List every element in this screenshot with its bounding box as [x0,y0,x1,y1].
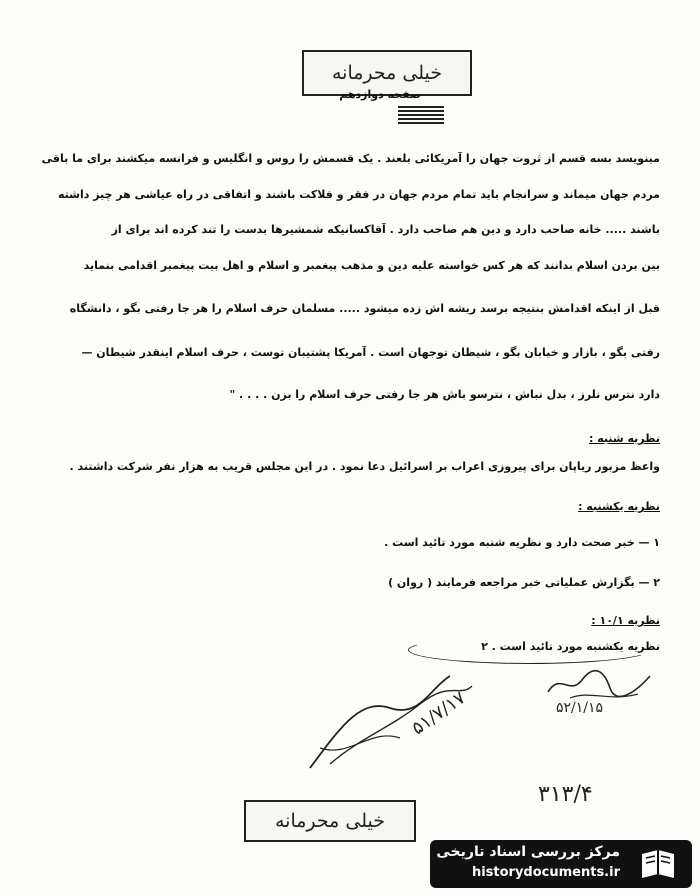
sunday-opinion-item-2: ۲ — بگزارش عملیاتی خبر مراجعه فرمایند ( روان ) [388,576,660,589]
saturday-opinion-text: واعظ مزبور ریاپان برای پیروزی اعراب بر اسرائیل دعا نمود . در این مجلس قریب به هزار نفر شرکت داشتند . [69,460,660,473]
saturday-opinion-heading: نظریه شنبه : [588,432,660,445]
body-line-5: قبل از اینکه اقدامش بنتیجه برسد ریشه اش زده میشود ..... مسلمان حرف اسلام را هر جا رفتی بگو ، دانشگاه [69,302,660,315]
handwritten-date-left: ۵۱/۷/۱۷ [408,687,470,740]
sunday-opinion-item-1: ۱ — خبر صحت دارد و نظریه شنبه مورد تائید است . [384,536,660,549]
final-opinion-text: نظریه یکشنبه مورد تائید است . ۲ [481,640,660,653]
body-line-6: رفتی بگو ، بازار و خیابان بگو ، شیطان توجهان است . آمریکا پشتیبان توست ، حرف اسلام اینقدر شیطان — [81,346,660,359]
sunday-opinion-heading: نظریه یکشنبه : [578,500,660,513]
signature-left [300,668,480,778]
body-line-4: بین بردن اسلام بدانند که هر کس خواسته علیه دین و مذهب پیغمبر و اسلام و اهل بیت پیغمبر اقدامی بنماید [83,259,660,272]
signature-right [540,662,660,702]
confidential-stamp-top: خیلی محرمانه [302,50,472,96]
body-line-3: باشند ..... خانه صاحب دارد و دین هم صاحب دارد . آقاکسانیکه شمشیرها بدست را تند کرده اند برای از [111,223,660,236]
handwritten-date-right: ۵۲/۱/۱۵ [556,700,604,716]
book-logo-icon [638,846,678,882]
body-line-2: مردم جهان میماند و سرانجام باید تمام مردم جهان در فقر و فلاکت باشند و اتفاقی در راه عیاشی هر چیز داشته [57,188,660,201]
final-opinion-heading: نظریه ۱۰/۱ : [591,614,660,627]
watermark [430,840,692,888]
watermark-title: مرکز بررسی اسناد تاریخی [436,844,620,860]
handwritten-bracket [408,636,650,664]
body-line-7: دارد نترس نلرز ، بدل نباش ، نترسو باش هر جا رفتی حرف اسلام را بزن . . . . " [229,388,660,401]
page-subtitle: صفحه دوازدهم [339,88,421,101]
handwritten-page-number: ۳۱۳/۴ [538,782,593,807]
watermark-url: historydocuments.ir [471,865,620,880]
body-line-1: مینویسد بسه قسم از ثروت جهان را آمریکائی بلعند . یک قسمش را روس و انگلیس و فرانسه میکشند برای ما باقی [41,152,660,165]
confidential-stamp-bottom: خیلی محرمانه [244,800,416,842]
header-rule-lines [398,106,444,126]
